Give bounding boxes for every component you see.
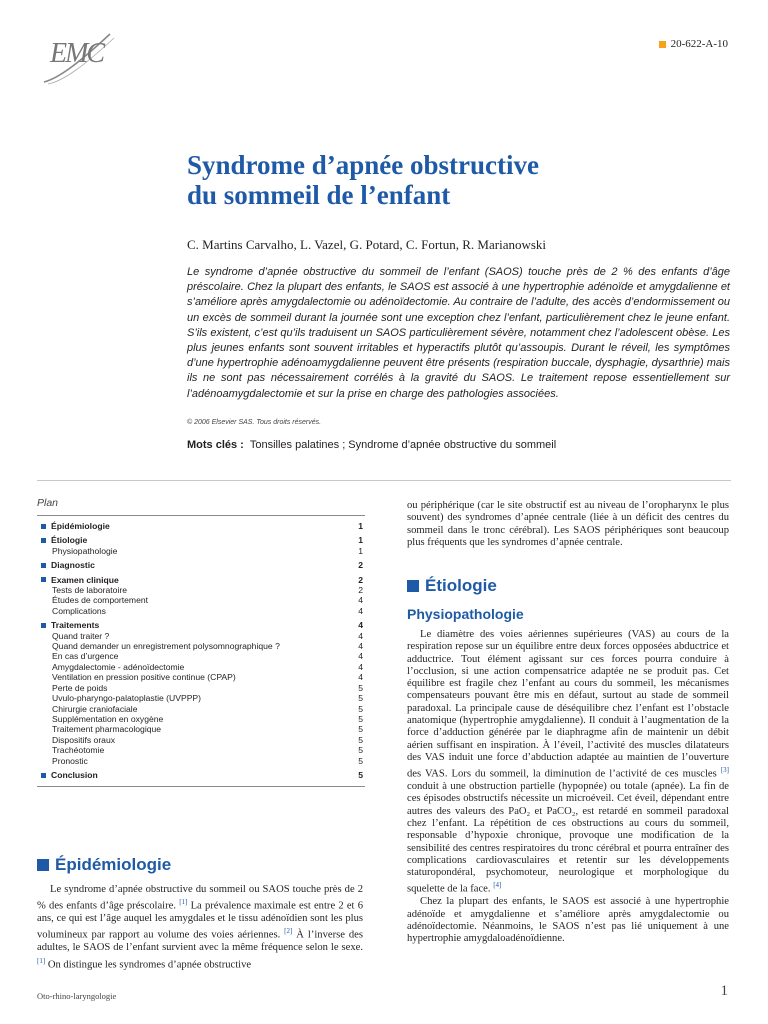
- authors: C. Martins Carvalho, L. Vazel, G. Potard, C. Fortun, R. Marianowski: [187, 237, 547, 252]
- plan-item-page: 5: [358, 682, 363, 693]
- plan-item-sub[interactable]: [37, 745, 365, 755]
- article-title: [187, 150, 727, 210]
- plan-item-page: 4: [358, 630, 363, 641]
- citation-link[interactable]: [2]: [284, 927, 293, 936]
- plan-item-label-wrap: [52, 651, 118, 661]
- plan-item-label-wrap: [37, 521, 110, 531]
- plan-item-label: En cas d’urgence: [52, 651, 119, 662]
- title-line-2: du sommeil de l’enfant: [187, 180, 451, 210]
- plan-item-label: Étiologie: [51, 535, 88, 546]
- plan-bullet-icon: [41, 524, 46, 529]
- text-run: La prévalence maximale est entre 2 et 6 ans, ce qui est l’âge auquel les amygdales et le tissu adénoïdien sont les plus volumineux par rapport au volume des voies aériennes.: [37, 900, 363, 941]
- plan-item-page: 5: [358, 745, 363, 756]
- plan-item-label-wrap: [52, 704, 138, 714]
- plan-item-page: 4: [358, 595, 363, 606]
- document-reference: [659, 38, 728, 50]
- citation-link[interactable]: [3]: [720, 766, 729, 775]
- plan-item-label: Ventilation en pression positive continue (CPAP): [52, 672, 236, 683]
- citation-link[interactable]: [1]: [179, 898, 188, 907]
- plan-item-label: Supplémentation en oxygène: [52, 713, 164, 724]
- page-number: 1: [720, 983, 728, 999]
- plan-item-page: 2: [358, 585, 363, 596]
- plan-item-page: 2: [358, 560, 363, 571]
- epidemiologie-text: [37, 884, 363, 971]
- plan-bullet-icon: [41, 773, 46, 778]
- plan-item-sub[interactable]: [37, 606, 365, 616]
- text-run: Le diamètre des voies aériennes supérieures (VAS) au cours de la respiration repose sur un équilibre entre deux forces opposées abductrice et adductrice. Tout élément agissant sur ces forces pourra conduire à l’occlusion, si une action compensatrice adaptée ne se produit pas. Cet équilibre est fragile chez l’enfant au cours du sommeil, les mécanismes compensateurs pouvant être mis en défaut, surtout au stade de sommeil paradoxal. La principale cause de déséquilibre chez l’enfant est l’obstacle anatomique (hypertrophie amygdalienne). Il conduit à l’augmentation de la force d’adduction générée par le diaphragme afin de maintenir un débit aérien suffisant en inspiration. À l’éveil, l’activité des muscles dilatateurs des VAS induit une force d’abduction adaptée au maintien de l’ouverture des VAS. Lors du sommeil, la diminution de l’activité de ces muscles: [407, 629, 729, 780]
- plan-item-sub[interactable]: [37, 641, 365, 651]
- plan-item-page: 4: [358, 661, 363, 672]
- plan-bullet-icon: [41, 563, 46, 568]
- plan-item-label: Diagnostic: [51, 560, 95, 571]
- plan-item-label-wrap: [52, 735, 115, 745]
- plan-item-label-wrap: [52, 714, 163, 724]
- text-run: On distingue les syndromes d’apnée obstructive: [45, 959, 252, 971]
- epidemiologie-paragraph: [37, 884, 363, 971]
- plan-item-label-wrap: [52, 641, 280, 651]
- plan-item-page: 4: [358, 672, 363, 683]
- plan-item-label-wrap: [52, 683, 107, 693]
- plan-item-label: Amygdalectomie - adénoïdectomie: [52, 661, 185, 672]
- plan-box: [37, 497, 365, 787]
- plan-item-page: 5: [358, 769, 363, 780]
- section-heading-etiologie: [407, 576, 497, 596]
- section-square-icon: [407, 580, 419, 592]
- plan-bullet-icon: [41, 577, 46, 582]
- plan-item-label-wrap: [52, 546, 117, 556]
- plan-item-sub[interactable]: [37, 735, 365, 745]
- plan-item-sub[interactable]: [37, 724, 365, 734]
- plan-item-page: 4: [358, 641, 363, 652]
- plan-bullet-icon: [41, 538, 46, 543]
- plan-item-label: Examen clinique: [51, 574, 119, 585]
- plan-item-main[interactable]: [37, 770, 365, 780]
- plan-item-sub[interactable]: [37, 631, 365, 641]
- text-run: À l’inverse des adultes, le SAOS de l’enfant survient avec la même fréquence selon le sexe.: [37, 929, 364, 954]
- plan-item-main[interactable]: [37, 575, 365, 585]
- plan-item-label-wrap: [52, 672, 236, 682]
- plan-item-page: 5: [358, 703, 363, 714]
- plan-item-main[interactable]: [37, 560, 365, 570]
- keywords-text: Tonsilles palatines ; Syndrome d’apnée obstructive du sommeil: [249, 439, 557, 451]
- header-divider: [37, 480, 731, 481]
- plan-item-page: 5: [358, 755, 363, 766]
- right-intro-text: [407, 500, 729, 549]
- keywords-label: Mots clés :: [187, 439, 244, 451]
- plan-item-label: Traitements: [51, 620, 100, 631]
- plan-item-page: 5: [358, 734, 363, 745]
- plan-bullet-icon: [41, 623, 46, 628]
- plan-item-page: 2: [358, 574, 363, 585]
- plan-item-label-wrap: [37, 560, 95, 570]
- section-heading-text: Étiologie: [425, 576, 497, 595]
- title-line-1: Syndrome d’apnée obstructive: [187, 150, 540, 180]
- plan-item-sub[interactable]: [37, 651, 365, 661]
- plan-item-label-wrap: [37, 575, 119, 585]
- citation-link[interactable]: [4]: [493, 881, 502, 890]
- plan-item-sub[interactable]: [37, 546, 365, 556]
- plan-item-sub[interactable]: [37, 756, 365, 766]
- plan-item-page: 4: [358, 605, 363, 616]
- reference-square-icon: [659, 41, 666, 48]
- plan-item-label-wrap: [52, 631, 109, 641]
- plan-rule-bottom: [37, 786, 365, 787]
- plan-item-label: Complications: [52, 605, 106, 616]
- plan-item-sub[interactable]: [37, 714, 365, 724]
- subsection-heading-physiopathologie: Physiopathologie: [407, 606, 524, 622]
- plan-item-label: Trachéotomie: [52, 745, 105, 756]
- plan-item-label: Traitement pharmacologique: [52, 724, 162, 735]
- etiologie-text: [407, 629, 729, 945]
- keywords: [187, 439, 556, 451]
- right-intro-paragraph: ou périphérique (car le site obstructif est au niveau de l’oropharynx le plus souvent) des syndromes d’apnée centrale (liée à un déficit des centres du sommeil dans le tronc cérébral). Les SAOS périphériques sont beaucoup plus fréquents que les syndromes d’apnée centrale.: [407, 500, 729, 548]
- plan-item-page: 1: [358, 521, 363, 531]
- plan-item-label-wrap: [52, 606, 106, 616]
- plan-item-main[interactable]: [37, 620, 365, 630]
- plan-item-label-wrap: [52, 662, 184, 672]
- plan-item-label: Physiopathologie: [52, 545, 118, 556]
- abstract: Le syndrome d’apnée obstructive du sommeil de l’enfant (SAOS) touche près de 2 % des enfants d’âge préscolaire. Chez la plupart des enfants, le SAOS est associé à une hypertrophie adénoïde et amygdalienne et s’améliore après amygdalectomie ou adénoïdectomie. Au contraire de l’adulte, des accès d’endormissement ou un excès de sommeil durant la journée sont une exception chez l’enfant, particulièrement chez le jeune enfant. S’ils existent, c’est qu’ils traduisent un SAOS particulièrement sévère, notamment chez l’adolescent obèse. Les plus jeunes enfants sont souvent irritables et hyperactifs plutôt qu’assoupis. Durant le réveil, les symptômes d’une hypertrophie adénoamygdalienne peuvent être présents (respiration buccale, dysphagie, dysarthrie) mais ils ne sont pas nécessairement corrélés à la gravité du SAOS. Le traitement repose essentiellement sur l’adénoamygdalectomie et sur la prise en charge des pathologies associées.: [187, 266, 730, 400]
- journal-name: Oto-rhino-laryngologie: [37, 991, 117, 1001]
- plan-rule: [37, 515, 365, 516]
- plan-item-page: 1: [358, 545, 363, 556]
- text-run: conduit à une obstruction partielle (hypopnée) ou totale (apnée). La fin de ces épisodes obstructifs nécessite un microéveil. Cet éveil, dépendant entre autres des valeurs des PaO₂ et PaCO₂, est retardé en sommeil paradoxal chez l’enfant. La répétition de ces obstructions au cours du sommeil, responsable d’hypoxie chronique, provoque une modification de la sensibilité des centres respiratoires du tronc cérébral et pourra entraîner des complications cardiovasculaires et retentir sur les développements staturopondéral, psychomoteur, neurologique et morphologique du squelette de la face.: [407, 781, 729, 895]
- etiologie-paragraph-2: Chez la plupart des enfants, le SAOS est associé à une hypertrophie adénoïde et amygdalienne et s’améliore après amygdalectomie ou adénoïdectomie. Néanmoins, le SAOS n’est pas lié uniquement à une hypertrophie amygdaloadénoïdienne.: [407, 896, 729, 945]
- plan-item-label: Uvulo-pharyngo-palatoplastie (UVPPP): [52, 693, 202, 704]
- citation-link[interactable]: [1]: [37, 956, 46, 965]
- plan-item-main[interactable]: [37, 535, 365, 545]
- plan-item-label: Conclusion: [51, 769, 98, 780]
- plan-item-label: Épidémiologie: [51, 521, 110, 531]
- plan-item-main[interactable]: [37, 521, 365, 531]
- plan-item-label: Chirurgie craniofaciale: [52, 703, 138, 714]
- doc-ref-text: 20-622-A-10: [670, 38, 728, 50]
- plan-item-label-wrap: [52, 756, 88, 766]
- plan-item-sub[interactable]: [37, 693, 365, 703]
- text-run: Le syndrome d’apnée obstructive du sommeil ou SAOS touche près de 2 % des enfants d’âge préscolaire.: [37, 884, 363, 912]
- plan-item-label-wrap: [52, 745, 104, 755]
- plan-item-sub[interactable]: [37, 672, 365, 682]
- plan-item-sub[interactable]: [37, 595, 365, 605]
- plan-item-label: Tests de laboratoire: [52, 585, 127, 596]
- plan-item-label: Dispositifs oraux: [52, 734, 116, 745]
- plan-list: [37, 521, 365, 780]
- plan-item-label: Quand traiter ?: [52, 630, 110, 641]
- plan-item-page: 1: [358, 535, 363, 546]
- plan-item-label-wrap: [52, 585, 127, 595]
- plan-title: Plan: [37, 497, 59, 509]
- plan-item-label: Perte de poids: [52, 682, 108, 693]
- plan-item-label-wrap: [52, 693, 201, 703]
- plan-item-page: 4: [358, 620, 363, 631]
- plan-item-sub[interactable]: [37, 662, 365, 672]
- section-square-icon: [37, 859, 49, 871]
- section-heading-epidemiologie: [37, 855, 171, 875]
- plan-item-label: Études de comportement: [52, 595, 149, 606]
- plan-item-label-wrap: [52, 724, 161, 734]
- plan-item-page: 5: [358, 713, 363, 724]
- plan-item-label: Quand demander un enregistrement polysomnographique ?: [52, 641, 280, 652]
- logo-text: EMC: [50, 38, 104, 69]
- copyright: © 2006 Elsevier SAS. Tous droits réservés.: [187, 419, 322, 426]
- emc-logo: [38, 30, 118, 88]
- plan-item-sub[interactable]: [37, 683, 365, 693]
- plan-item-page: 5: [358, 693, 363, 704]
- plan-item-label-wrap: [37, 535, 87, 545]
- plan-item-sub[interactable]: [37, 704, 365, 714]
- plan-item-page: 4: [358, 651, 363, 662]
- plan-item-sub[interactable]: [37, 585, 365, 595]
- plan-item-label-wrap: [37, 770, 98, 780]
- section-heading-text: Épidémiologie: [55, 855, 172, 874]
- etiologie-paragraph-1: [407, 629, 729, 896]
- plan-item-label-wrap: [37, 620, 99, 630]
- plan-item-page: 5: [358, 724, 363, 735]
- plan-item-label-wrap: [52, 595, 148, 605]
- plan-item-label: Pronostic: [52, 755, 88, 766]
